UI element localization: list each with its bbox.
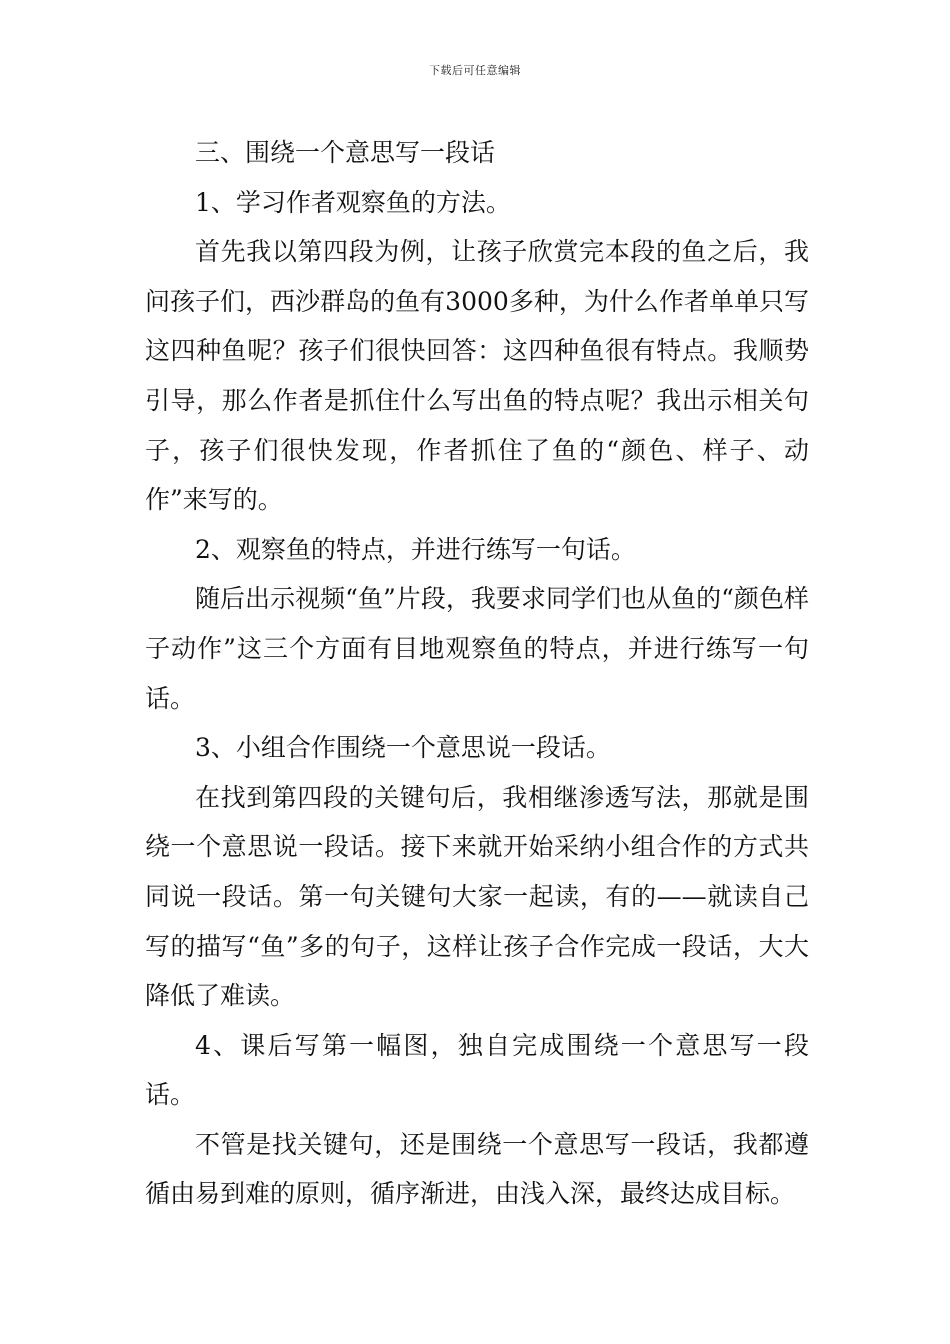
- subsection-heading-4: 4、课后写第一幅图，独自完成围绕一个意思写一段话。: [145, 1030, 809, 1110]
- body-paragraph-4: 不管是找关键句，还是围绕一个意思写一段话，我都遵循由易到难的原则，循序渐进，由浅入深，最终达成目标。: [145, 1129, 809, 1209]
- body-paragraph-2: 随后出示视频“鱼”片段，我要求同学们也从鱼的“颜色样子动作”这三个方面有目地观察鱼的特点，并进行练写一句话。: [145, 584, 809, 713]
- subsection-heading-1: 1、学习作者观察鱼的方法。: [195, 187, 511, 217]
- subsection-heading-3: 3、小组合作围绕一个意思说一段话。: [195, 733, 611, 763]
- subsection-heading-2: 2、观察鱼的特点，并进行练写一句话。: [195, 534, 636, 564]
- page-header: 下载后可任意编辑: [429, 64, 521, 77]
- section-heading: 三、围绕一个意思写一段话: [195, 138, 496, 167]
- document-body: [145, 128, 809, 1219]
- body-paragraph-1: 首先我以第四段为例，让孩子欣赏完本段的鱼之后，我问孩子们，西沙群岛的鱼有3000多种，为什么作者单单只写这四种鱼呢？孩子们很快回答：这四种鱼很有特点。我顺势引导，那么作者是抓住什么写出鱼的特点呢？我出示相关句子，孩子们很快发现，作者抓住了鱼的“颜色、样子、动作”来写的。: [145, 237, 809, 515]
- body-paragraph-3: 在找到第四段的关键句后，我相继渗透写法，那就是围绕一个意思说一段话。接下来就开始采纳小组合作的方式共同说一段话。第一句关键句大家一起读，有的——就读自己写的描写“鱼”多的句子，这样让孩子合作完成一段话，大大降低了难读。: [145, 782, 809, 1011]
